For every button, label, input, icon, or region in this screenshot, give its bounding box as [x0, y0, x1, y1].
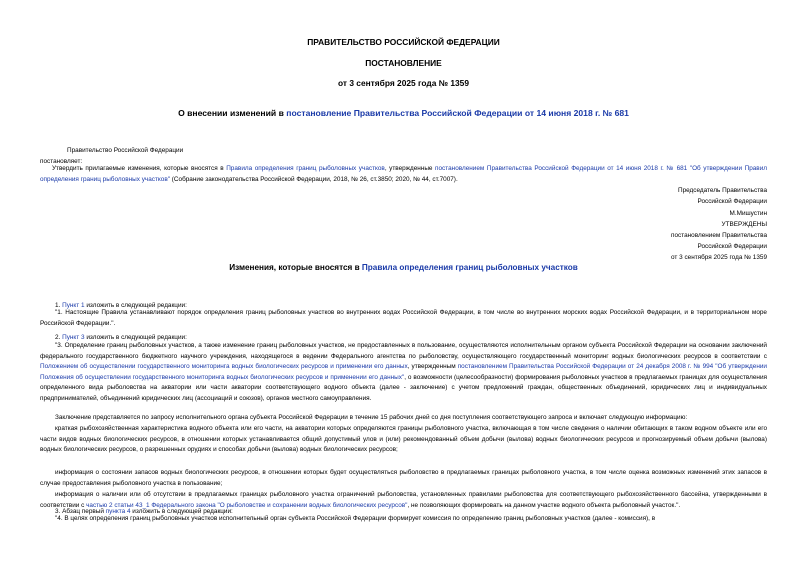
item3-link[interactable]: пункта 4: [105, 508, 131, 515]
item1-quote: "1. Настоящие Правила устанавливают порядок определения границ рыболовных участков во внутренних водах Российской Федерации, в том числе во внутренних морских водах Российской Федерации, и в территориальном море Российской Федерации.".: [40, 309, 767, 327]
approved-line4: от 3 сентября 2025 года № 1359: [671, 254, 767, 261]
item2-text: изложить в следующей редакции:: [84, 334, 187, 341]
document-title: [0, 108, 807, 118]
item3-text: изложить в следующей редакции:: [130, 508, 233, 515]
item1-link[interactable]: Пункт 1: [62, 302, 85, 309]
approved-line2: постановлением Правительства: [671, 232, 767, 239]
info3-b: , не позволяющих формировать на данном участке водного объекта рыболовный участок.".: [407, 501, 681, 509]
document-date-number: от 3 сентября 2025 года № 1359: [337, 78, 469, 88]
monitoring-regulation-link[interactable]: Положением об осуществлении государственного мониторинга водных биологических ресурсов и применении его данных: [40, 363, 408, 371]
preamble-line2: постановляет:: [40, 158, 83, 165]
item2-quote-e: , о возможности (целесообразности) формирования рыболовных участков в предлагаемых границах для осуществления определенного вида рыболовства на акватории или части акватории соответствующего водного объекта (далее - заключение) с учетом предложений граждан, общественных объединений, юридических лиц и индивидуальных предпринимателей, объединений юридических лиц (ассоциаций и союзов), органов местного самоуправления.: [40, 373, 767, 402]
conclusion-paragraph: Заключение представляется по запросу исполнительного органа субъекта Российской Федерации в течение 15 рабочих дней со дня поступления соответствующего запроса и включает следующую информацию:: [55, 414, 688, 421]
preamble-line1: Правительство Российской Федерации: [67, 147, 184, 154]
federal-law-link[interactable]: частью 2 статьи 43_1 Федерального закона "О рыболовстве и сохранении водных биологических ресурсов": [86, 501, 408, 509]
item3-prefix: 3. Абзац первый: [55, 508, 106, 515]
approve-mid: , утвержденные: [384, 165, 436, 172]
changes-title: [0, 263, 807, 272]
changes-title-prefix: Изменения, которые вносятся в: [229, 263, 362, 272]
item1-line: 1. Пункт 1 изложить в следующей редакции:: [55, 302, 187, 309]
item2-quote: [40, 341, 767, 405]
document-type: ПОСТАНОВЛЕНИЕ: [365, 58, 442, 68]
approve-paragraph: [40, 164, 767, 185]
rules-link[interactable]: Правила определения границ рыболовных участков: [226, 165, 385, 172]
approve-prefix: Утвердить прилагаемые изменения, которые вносятся в: [52, 165, 227, 172]
approve-suffix: (Собрание законодательства Российской Федерации, 2018, № 26, ст.3850; 2020, № 44, ст.7007).: [170, 175, 458, 183]
resolution-994-link[interactable]: постановлением Правительства Российской Федерации от 24 декабря 2008 г. № 994 "Об утверждении Положения об осуществлении государственного мониторинга водных биологических ресурсов и применении его данных": [40, 363, 768, 381]
title-resolution-link[interactable]: постановление Правительства Российской Федерации от 14 июня 2018 г. № 681: [286, 108, 629, 118]
signature-line1: Председатель Правительства: [678, 187, 767, 194]
item3-quote: "4. В целях определения границ рыболовных участков исполнительный орган субъекта Российской Федерации формирует комиссия по определению границ рыболовных участков (далее - комиссия), в: [55, 515, 656, 522]
resolution-681-link[interactable]: постановлением Правительства Российской Федерации от 14 июня 2018 г. № 681 "Об утверждении Правил определения границ рыболовных участков": [40, 165, 767, 183]
title-prefix: О внесении изменений в: [178, 108, 287, 118]
approved-label: УТВЕРЖДЕНЫ: [721, 221, 767, 228]
changes-rules-link[interactable]: Правила определения границ рыболовных участков: [361, 263, 578, 272]
signature-name: М.Мишустин: [729, 210, 767, 217]
approved-line3: Российской Федерации: [697, 243, 767, 250]
info3-a: информация о наличии или об отсутствии в предлагаемых границах рыболовного участка ограничений рыболовства, установленных правилами рыболовства для соответствующего рыбохозяйственного бассейна, утвержденными в соответствии с: [40, 491, 767, 509]
item2-quote-a: "3. Определение границ рыболовных участков, а также изменение границ рыболовных участков, не предоставленных в пользование, осуществляются исполнительным органом субъекта Российской Федерации на основании заключений федерального государственного бюджетного научного учреждения, находящегося в ведении Федерального агентства по рыболовству, осуществляющего государственный мониторинг водных биологических ресурсов в соответствии с: [40, 342, 767, 360]
signature-line2: Российской Федерации: [697, 198, 767, 205]
item1-text: изложить в следующей редакции:: [84, 302, 187, 309]
government-heading: ПРАВИТЕЛЬСТВО РОССИЙСКОЙ ФЕДЕРАЦИИ: [307, 37, 500, 47]
item2-quote-c: , утвержденным: [407, 363, 458, 371]
info2-paragraph: информация о состоянии запасов водных биологических ресурсов, в отношении которых будет осуществляться рыболовство в предлагаемых границах рыболовного участка, в том числе оценка возможных изменений этих запасов в случае предоставления рыболовного участка в пользование;: [40, 469, 767, 487]
item2-line: 2. Пункт 3 изложить в следующей редакции:: [55, 334, 187, 341]
info1-paragraph: краткая рыбохозяйственная характеристика водного объекта или его части, на акватории которых определяются границы рыболовного участка, включающая в том числе сведения о наличии обитающих в таком водном объекте или его части видов водных биологических ресурсов, в отношении которых устанавливается общий допустимый улов и (или) рекомендованный объем добычи (вылова) водных биологических ресурсов и прогнозируемый объем добычи (вылова) водных биологических ресурсов, о разрешенных орудиях и способах добычи (вылова) водных биологических ресурсов;: [40, 425, 767, 454]
item2-link[interactable]: Пункт 3: [62, 334, 85, 341]
